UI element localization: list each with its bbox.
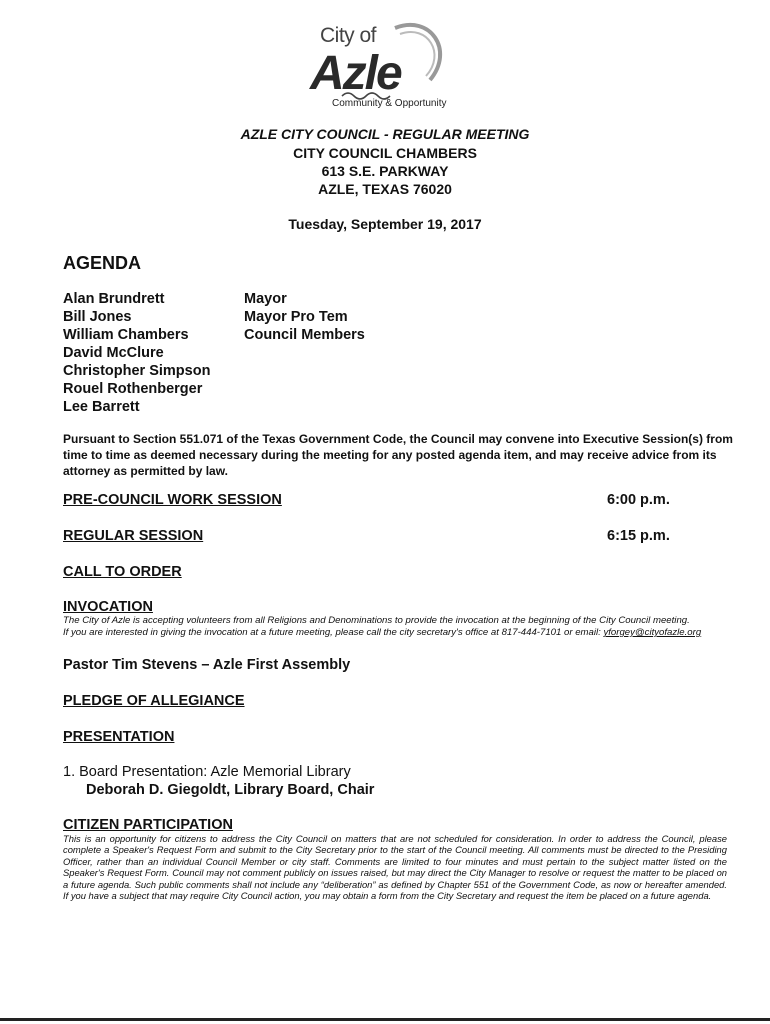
invocation-speaker: Pastor Tim Stevens – Azle First Assembly [63,657,351,673]
executive-session-notice: Pursuant to Section 551.071 of the Texas Government Code, the Council may convene into Executive Session(s) from time to time as deemed necessary during the meeting for any posted agenda item, and may receive advice from its attorney as permitted by law. [63,432,733,478]
council-roles [244,290,365,344]
council-role: Mayor Pro Tem [244,309,348,325]
invocation-note-line2 [63,627,701,639]
page-bottom-rule [0,1018,770,1021]
council-role: Council Members [244,327,365,343]
council-member-name: Christopher Simpson [63,363,211,379]
council-member-name: Rouel Rothenberger [63,381,203,397]
meeting-address: 613 S.E. PARKWAY [321,163,449,179]
invocation-note-text: If you are interested in giving the invocation at a future meeting, please call the city secretary's office at 817-444-7101 or email: [63,627,601,638]
invocation-email-link[interactable]: yforgey@cityofazle.org [603,627,702,638]
council-role: Mayor [244,291,287,307]
meeting-venue: CITY COUNCIL CHAMBERS [293,145,477,161]
invocation-heading: INVOCATION [63,599,153,615]
logo-azle-text: Azle [310,47,401,100]
meeting-city-state: AZLE, TEXAS 76020 [318,181,452,197]
presentation-presenter: Deborah D. Giegoldt, Library Board, Chair [86,782,375,798]
meeting-date: Tuesday, September 19, 2017 [288,216,482,232]
invocation-note-line1: The City of Azle is accepting volunteers from all Religions and Denominations to provide the invocation at the beginning of the City Council meeting. [63,615,690,626]
regular-session-heading: REGULAR SESSION [63,528,204,544]
pledge-heading: PLEDGE OF ALLEGIANCE [63,693,245,709]
council-member-name: William Chambers [63,327,189,343]
regular-session-time: 6:15 p.m. [607,528,670,544]
council-member-name: Bill Jones [63,309,132,325]
city-logo [300,10,460,118]
citizen-participation-text: This is an opportunity for citizens to address the City Council on matters that are not scheduled for consideration. In order to address the Council, please complete a Speaker's Request Form and submit to the City Secretary prior to the start of the Council meeting. All comments must be directed to the Presiding Officer, rather than an individual Council Member or city staff. Comments are limited to four minutes and must pertain to the subject matter listed on the Speaker's Request Form. Council may not comment publicly on issues raised, but may direct the City Manager to resolve or request the matter to be placed on a future agenda. Such public comments shall not include any “deliberation” as defined by Chapter 551 of the Government Code, as now or hereafter amended. If you have a subject that may require City Council action, you may obtain a form from the City Secretary and request the item be placed on a future agenda. [63,833,727,902]
pre-council-time: 6:00 p.m. [607,492,670,508]
pre-council-heading: PRE-COUNCIL WORK SESSION [63,492,282,508]
council-member-name: David McClure [63,345,164,361]
meeting-title: AZLE CITY COUNCIL - REGULAR MEETING [240,126,530,142]
presentation-item: 1. Board Presentation: Azle Memorial Library [63,764,351,780]
logo-city-text: City of [320,24,377,47]
council-member-name: Lee Barrett [63,399,140,415]
agenda-heading: AGENDA [63,253,142,273]
citizen-participation-heading: CITIZEN PARTICIPATION [63,817,233,833]
council-member-name: Alan Brundrett [63,291,165,307]
council-names [63,290,210,416]
logo-tagline: Community & Opportunity [332,98,447,109]
presentation-heading: PRESENTATION [63,729,175,745]
call-to-order-heading: CALL TO ORDER [63,564,182,580]
